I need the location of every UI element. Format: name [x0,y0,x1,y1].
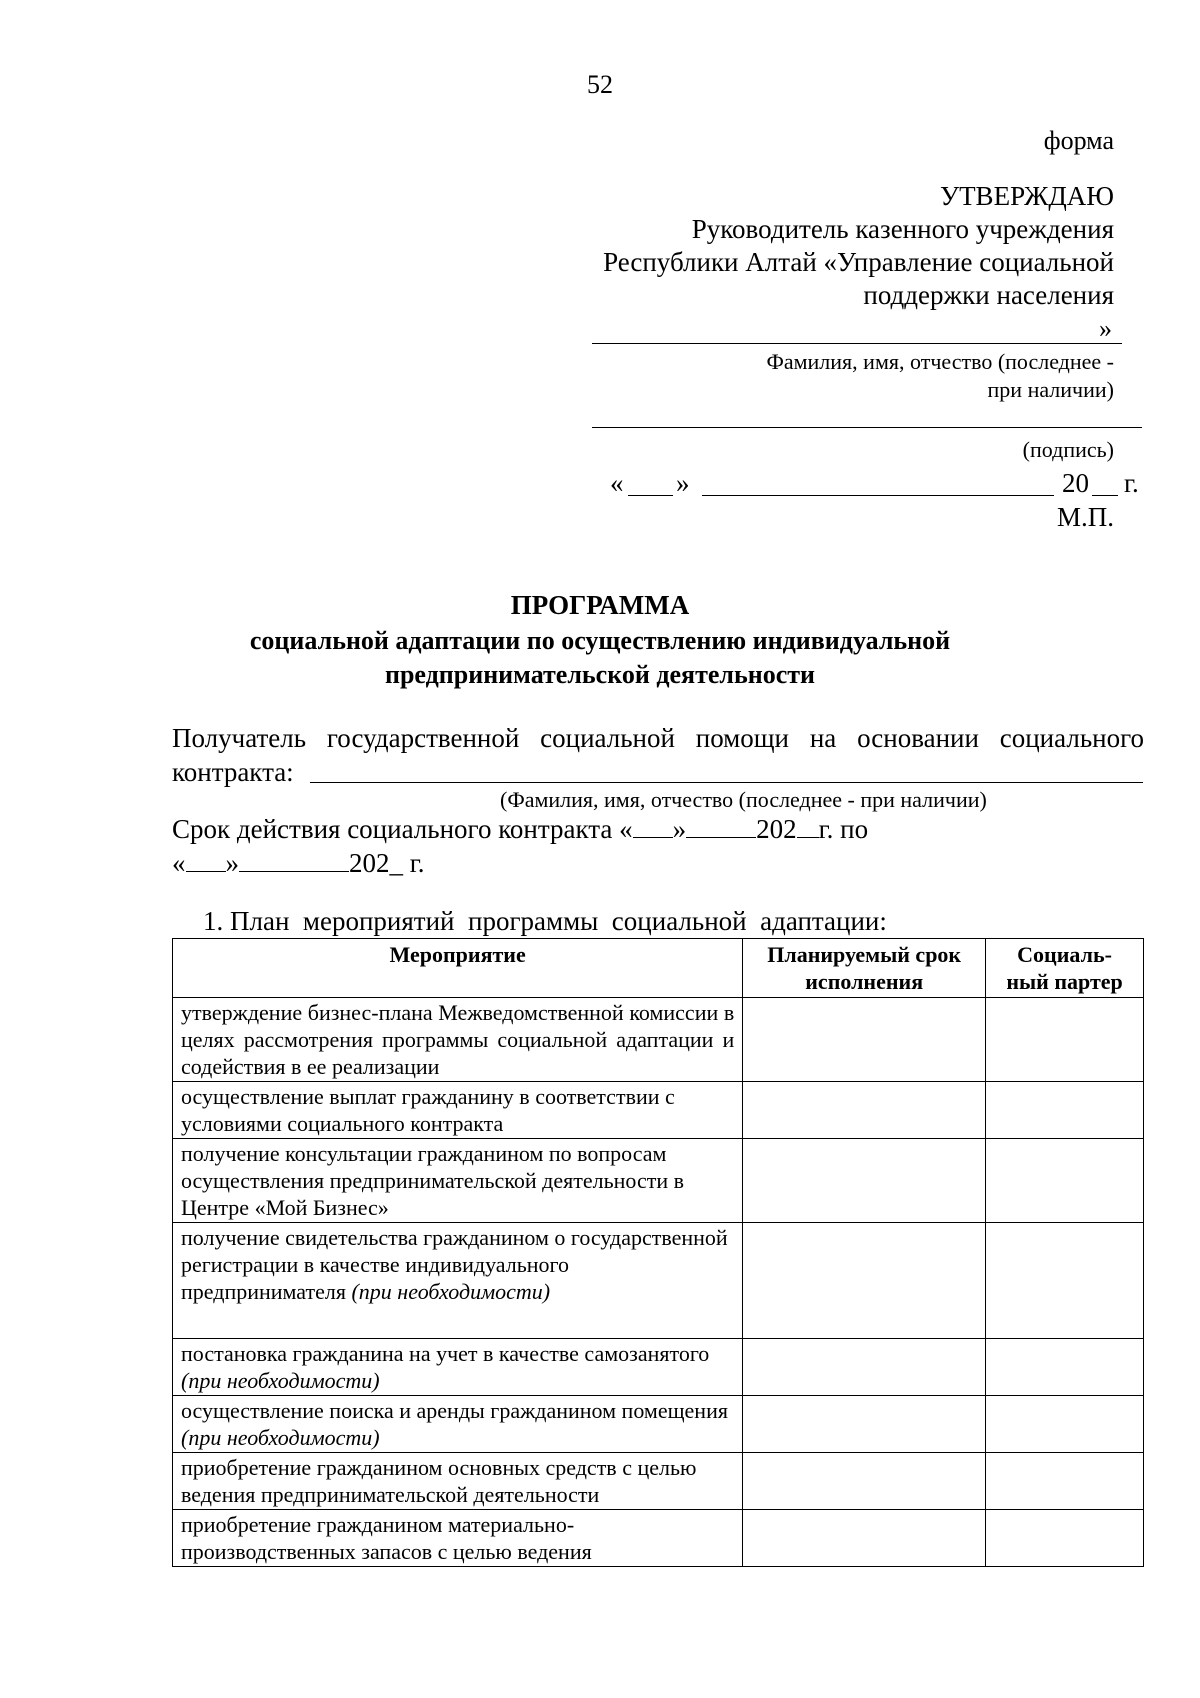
event-cell: осуществление выплат гражданину в соответствии с условиями социального контракта [173,1082,743,1139]
year-prefix: 20 [1062,468,1089,498]
partner-cell[interactable] [986,1082,1144,1139]
event-cell: получение консультации гражданином по вопросам осуществления предпринимательской деятельности в Центре «Мой Бизнес» [173,1139,743,1223]
partner-cell[interactable] [986,1223,1144,1339]
term-q-close-2: » [225,848,239,878]
table-row [173,1453,1144,1510]
partner-cell[interactable] [986,998,1144,1082]
term-year-1: 202 [756,814,797,844]
page-number: 52 [587,70,613,99]
term-cell[interactable] [743,1453,986,1510]
table-header-row [173,939,1144,998]
recipient-label: контракта: [172,757,294,787]
date-open-quote: « [610,468,624,498]
program-title: ПРОГРАММА [510,590,690,620]
term-cell[interactable] [743,998,986,1082]
partner-cell[interactable] [986,1339,1144,1396]
term-start-day-field[interactable] [633,812,673,838]
date-year-field[interactable] [1092,470,1118,496]
term-line-2 [172,846,425,880]
term-cell[interactable] [743,1339,986,1396]
event-note: (при необходимости) [181,1368,380,1393]
term-end-month-field[interactable] [239,846,349,872]
term-cell[interactable] [743,1223,986,1339]
header-event: Мероприятие [173,939,743,998]
term-cell[interactable] [743,1082,986,1139]
partner-cell[interactable] [986,1139,1144,1223]
approval-line-3: поддержки населения [863,280,1114,310]
term-cell[interactable] [743,1510,986,1567]
event-note: (при необходимости) [351,1279,551,1304]
approval-line-2: Республики Алтай «Управление социальной [603,247,1114,277]
event-cell: приобретение гражданином основных средств с целью ведения предпринимательской деятельности [173,1453,743,1510]
term-mid: г. по [818,814,869,844]
seal-mark: М.П. [1056,502,1114,532]
section-1-heading: 1. План мероприятий программы социальной адаптации: [203,906,887,936]
term-prefix: Срок действия социального контракта « [172,814,633,844]
term-q-open-2: « [172,848,186,878]
plan-table [172,938,1144,1567]
name-caption-line-2: при наличии) [987,377,1114,402]
table-row [173,1139,1144,1223]
name-caption-line-1: Фамилия, имя, отчество (последнее - [766,349,1114,374]
event-note: (при необходимости) [181,1425,380,1450]
signature-field[interactable] [592,427,1142,428]
approval-date [610,468,1144,502]
term-start-year-field[interactable] [797,812,819,838]
recipient-name-field[interactable] [310,782,1143,783]
term-end-day-field[interactable] [186,846,226,872]
table-row [173,1396,1144,1453]
table-row [173,1223,1144,1339]
approval-line-1: Руководитель казенного учреждения [691,214,1114,244]
partner-cell[interactable] [986,1396,1144,1453]
program-subtitle-2: предпринимательской деятельности [384,660,815,689]
event-cell: постановка гражданина на учет в качестве самозанятого (при необходимости) [173,1339,743,1396]
date-day-field[interactable] [628,470,673,496]
table-row [173,1510,1144,1567]
partner-cell[interactable] [986,1510,1144,1567]
date-close-quote: » [676,468,690,498]
partner-cell[interactable] [986,1453,1144,1510]
term-q-close: » [672,814,687,844]
event-cell: осуществление поиска и аренды гражданином помещения (при необходимости) [173,1396,743,1453]
header-term: Планируемый срок исполнения [743,939,986,998]
approval-block [514,180,1114,312]
term-cell[interactable] [743,1396,986,1453]
signature-caption: (подпись) [1022,437,1114,462]
term-line-1 [172,812,868,846]
program-subtitle-1: социальной адаптации по осуществлению индивидуальной [249,626,951,655]
recipient-caption: (Фамилия, имя, отчество (последнее - при наличии) [500,787,987,812]
table-row [173,1082,1144,1139]
header-partner: Социаль- ный партер [986,939,1144,998]
term-start-month-field[interactable] [686,812,756,838]
term-cell[interactable] [743,1139,986,1223]
table-row [173,998,1144,1082]
event-cell: приобретение гражданином материально-производственных запасов с целью ведения [173,1510,743,1567]
term-year-2: 202_ г. [349,848,425,878]
event-cell: получение свидетельства гражданином о государственной регистрации в качестве индивидуального предпринимателя (при необходимости) [173,1223,743,1339]
approval-heading: УТВЕРЖДАЮ [939,181,1114,211]
table-row [173,1339,1144,1396]
year-suffix: г. [1124,468,1139,498]
date-month-field[interactable] [702,470,1054,496]
closing-quote: » [1099,314,1112,343]
head-name-field[interactable] [592,315,1102,345]
name-caption [594,348,1114,404]
event-cell: утверждение бизнес-плана Межведомственной комиссии в целях рассмотрения программы социальной адаптации и содействия в ее реализации [173,998,743,1082]
recipient-line-1: Получатель государственной социальной помощи на основании социального [172,723,1144,753]
form-label: форма [1043,126,1114,155]
